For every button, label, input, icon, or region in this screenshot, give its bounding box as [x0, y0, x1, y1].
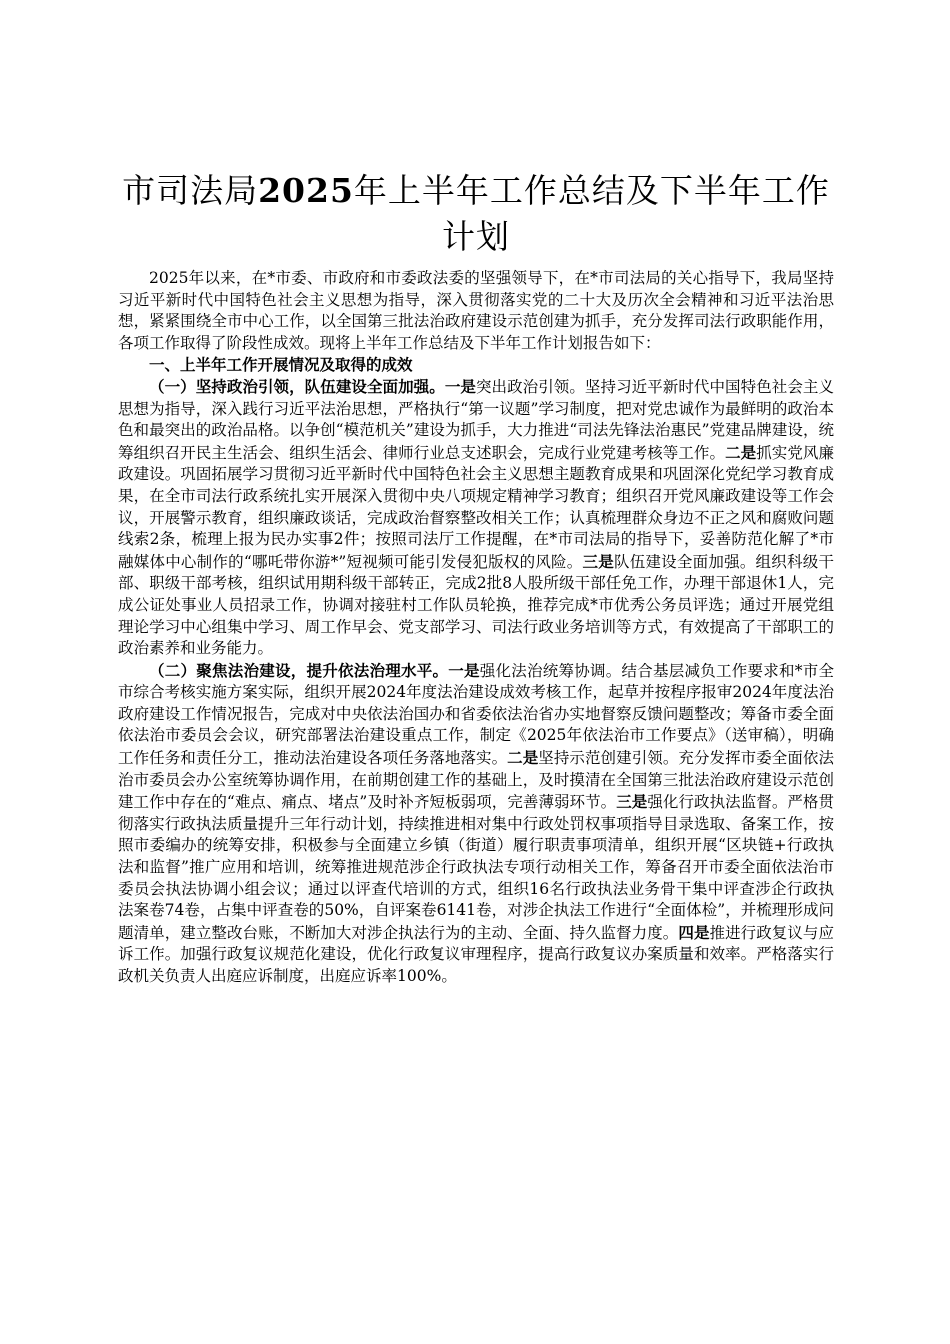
title-part-b: 年上半年工作总结及下半年工作计划 — [353, 171, 830, 256]
keyword-second: 二是 — [507, 748, 539, 768]
text-second: 坚持示范创建引领。充分发挥市委全面依法治市委员会办公室统筹协调作用，在前期创建工作的基础上，及时摸清在全国第三批法治政府建设示范创建工作中存在的“难点、痛点、堵点”及时补齐短板弱项，完善薄弱环节。 — [118, 749, 834, 812]
text-fourth: 推进行政复议与应诉工作。加强行政复议规范化建设，优化行政复议审理程序，提高行政复议办案质量和效率。严格落实行政机关负责人出庭应诉制度，出庭应诉率100%。 — [118, 923, 834, 985]
title-part-a: 市司法局 — [122, 171, 259, 210]
text-first: 强化法治统筹协调。结合基层减负工作要求和*市全市综合考核实施方案实际，组织开展2024年度法治建设成效考核工作，起草并按程序报审2024年度法治政府建设工作情况报告，完成对中央依法治国办和省委依法治省办实地督察反馈问题整改；筹备市委全面依法治市委员会会议，研究部署法治建设重点工作，制定《2025年依法治市工作要点》（送审稿），明确工作任务和责任分工，推动法治建设各项任务落地落实。 — [118, 661, 834, 768]
subsection-2-heading: （二）聚焦法治建设，提升依法治理水平。 — [149, 660, 449, 680]
keyword-third: 三是 — [582, 551, 614, 571]
document-title — [118, 168, 834, 260]
text-third: 强化行政执法监督。严格贯彻落实行政执法质量提升三年行动计划，持续推进相对集中行政处罚权事项指导目录选取、备案工作，按照市委编办的统筹安排，积极参与全面建立乡镇（街道）履行职责事项清单，组织开展“区块链+行政执法和监督”推广应用和培训，统筹推进规范涉企行政执法专项行动相关工作，筹备召开市委全面依法治市委员会执法协调小组会议；通过以评查代培训的方式，组织16名行政执法业务骨干集中评查涉企行政执法案卷74卷，占集中评查卷的50%，自评案卷6141卷，对涉企执法工作进行“全面体检”，并梳理形成问题清单，建立整改台账，不断加大对涉企执法行为的主动、全面、持久监督力度。 — [118, 793, 834, 942]
intro-paragraph: 2025年以来，在*市委、市政府和市委政法委的坚强领导下，在*市司法局的关心指导下，我局坚持习近平新时代中国特色社会主义思想为指导，深入贯彻落实党的二十大及历次全会精神和习近平法治思想，紧紧围绕全市中心工作，以全国第三批法治政府建设示范创建为抓手，充分发挥司法行政职能作用，各项工作取得了阶段性成效。现将上半年工作总结及下半年工作计划报告如下： — [118, 269, 834, 352]
title-year: 2025 — [258, 171, 354, 210]
text-first: 突出政治引领。坚持习近平新时代中国特色社会主义思想为指导，深入践行习近平法治思想，严格执行“第一议题”学习制度，把对党忠诚作为最鲜明的政治本色和最突出的政治品格。以争创“模范机关”建设为抓手，大力推进“司法先锋法治惠民”党建品牌建设，统筹组织召开民主生活会、组织生活会、律师行业总支述职会，完成行业党建考核等工作。 — [118, 377, 834, 462]
text-second: 抓实党风廉政建设。巩固拓展学习贯彻习近平新时代中国特色社会主义思想主题教育成果和巩固深化党纪学习教育成果，在全市司法行政系统扎实开展深入贯彻中央八项规定精神学习教育；组织召开党风廉政建设等工作会议，开展警示教育，组织廉政谈话，完成政治督察整改相关工作；认真梳理群众身边不正之风和腐败问题线索2条，梳理上报为民办实事2件；按照司法厅工作提醒，在*市司法局的指导下，妥善防范化解了*市融媒体中心制作的“哪吒带你游*”短视频可能引发侵犯版权的风险。 — [118, 443, 834, 571]
keyword-first: 一是 — [444, 376, 476, 396]
keyword-first: 一是 — [448, 660, 480, 680]
keyword-fourth: 四是 — [678, 922, 710, 942]
section-heading: 一、上半年工作开展情况及取得的成效 — [149, 355, 413, 375]
document-page — [118, 168, 834, 988]
subsection-2-paragraph — [118, 660, 834, 988]
text-third: 队伍建设全面加强。组织科级干部、职级干部考核，组织试用期科级干部转正，完成2批8人股所级干部任免工作，办理干部退休1人，完成公证处事业人员招录工作，协调对接驻村工作队员轮换，推荐完成*市优秀公务员评选；通过开展党组理论学习中心组集中学习、周工作早会、党支部学习、司法行政业务培训等方式，有效提高了干部职工的政治素养和业务能力。 — [118, 552, 834, 658]
keyword-second: 二是 — [725, 442, 757, 462]
subsection-1-paragraph — [118, 376, 834, 660]
keyword-third: 三是 — [616, 792, 648, 812]
subsection-1-heading: （一）坚持政治引领，队伍建设全面加强。 — [149, 376, 445, 396]
